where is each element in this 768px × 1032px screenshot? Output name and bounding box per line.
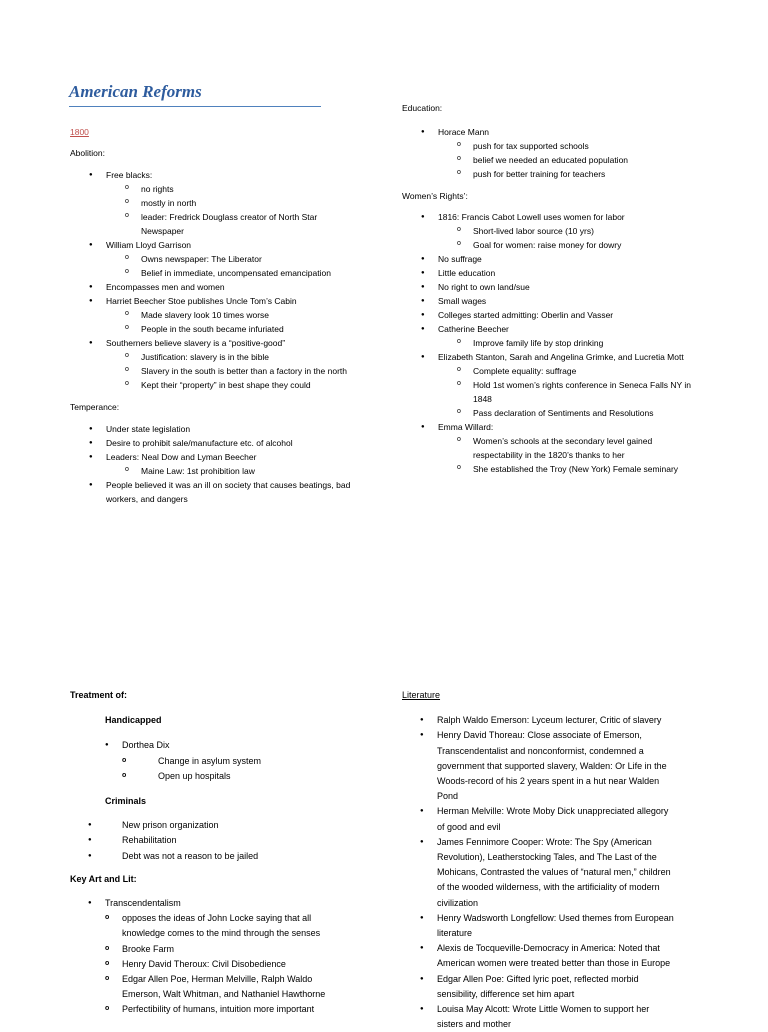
list-item: ● Harriet Beecher Stoe publishes Uncle Tom’s Cabin — [70, 294, 370, 308]
womens-rights-list — [402, 210, 732, 476]
list-item: ● 1816: Francis Cabot Lowell uses women for labor — [402, 210, 732, 224]
list-item: ● Under state legislation — [70, 422, 370, 436]
list-item: ● No suffrage — [402, 252, 732, 266]
list-item: ● Small wages — [402, 294, 732, 308]
education-heading: Education: — [402, 103, 443, 113]
education-list — [402, 125, 732, 181]
sub-list-item: o no rights — [70, 182, 370, 196]
sub-list-item: o Short-lived labor source (10 yrs) — [402, 224, 732, 238]
lower-right-column — [402, 688, 742, 1032]
sub-list-item: Newspaper — [141, 226, 184, 236]
criminal-item-3: Debt was not a reason to be jailed — [122, 850, 259, 861]
literature-item: ● Ralph Waldo Emerson: Lyceum lecturer, Critic of slavery — [402, 713, 742, 728]
list-item: ● Little education — [402, 266, 732, 280]
right-column — [402, 101, 732, 476]
dix-sub-1: Change in asylum system — [158, 755, 262, 766]
literature-item-cont: Woods-record of his 2 years spent in a hut near Walden — [437, 776, 660, 787]
sub-list-item: o Belief in immediate, uncompensated emancipation — [70, 266, 370, 280]
literature-item-cont: sensibility, difference set him apart — [437, 988, 575, 999]
temperance-list — [70, 422, 370, 506]
sub-list-item: knowledge comes to the mind through the senses — [122, 928, 321, 939]
literature-item: ● Edgar Allen Poe: Gifted lyric poet, reflected morbid — [402, 972, 742, 987]
literature-item-cont: of the wooded wilderness, with the artificiality of modern — [437, 882, 660, 893]
list-item: ● Elizabeth Stanton, Sarah and Angelina Grimke, and Lucretia Mott — [402, 350, 732, 364]
sub-list-item: o belief we needed an educated population — [402, 153, 732, 167]
literature-item-cont: Pond — [437, 791, 459, 802]
year-label: 1800 — [70, 127, 89, 137]
womens-rights-heading: Women’s Rights’: — [402, 191, 468, 201]
list-item: workers, and dangers — [106, 494, 188, 504]
list-item: ● Catherine Beecher — [402, 322, 732, 336]
list-item: ● Horace Mann — [402, 125, 732, 139]
abolition-heading: Abolition: — [70, 148, 105, 158]
left-column — [70, 125, 370, 506]
title-underline — [69, 106, 321, 107]
criminal-item-2: Rehabilitation — [122, 835, 177, 846]
sub-list-item: o Complete equality: suffrage — [402, 364, 732, 378]
treatment-heading: Treatment of: — [70, 690, 128, 700]
list-item: ● William Lloyd Garrison — [70, 238, 370, 252]
list-item — [70, 849, 370, 864]
lower-left-column — [70, 688, 370, 1018]
literature-item-cont: Revolution), Leatherstocking Tales, and The Last of the — [437, 852, 657, 863]
literature-heading: Literature — [402, 690, 441, 700]
list-item — [70, 833, 370, 848]
sub-list-item: o Slavery in the south is better than a factory in the north — [70, 364, 370, 378]
transcendentalism-label: Transcendentalism — [105, 898, 181, 909]
list-item: ● Encompasses men and women — [70, 280, 370, 294]
list-item — [70, 896, 370, 911]
sub-list-item: o Women’s schools at the secondary level gained — [402, 434, 732, 448]
literature-item: ● Herman Melville: Wrote Moby Dick unappreciated allegory — [402, 804, 742, 819]
sub-list-item: o She established the Troy (New York) Female seminary — [402, 462, 732, 476]
literature-item: ● Alexis de Tocqueville-Democracy in America: Noted that — [402, 941, 742, 956]
sub-list-item: o Kept their “property” in best shape they could — [70, 378, 370, 392]
list-item — [87, 754, 370, 769]
dix-sub-2: Open up hospitals — [158, 770, 231, 781]
list-item: ● Southerners believe slavery is a “positive-good” — [70, 336, 370, 350]
list-item: ● Desire to prohibit sale/manufacture etc. of alcohol — [70, 436, 370, 450]
sub-list-item: Emerson, Walt Whitman, and Nathaniel Hawthorne — [122, 989, 326, 1000]
sub-list-item: o Maine Law: 1st prohibition law — [70, 464, 370, 478]
literature-item-cont: government that supported slavery, Walden: Or Life in the — [437, 760, 667, 771]
sub-list-item: o Edgar Allen Poe, Herman Melville, Ralph Waldo — [70, 972, 370, 987]
literature-item: ● Henry David Thoreau: Close associate of Emerson, — [402, 728, 742, 743]
sub-list-item: o Goal for women: raise money for dowry — [402, 238, 732, 252]
sub-list-item: o Henry David Theroux: Civil Disobedience — [70, 957, 370, 972]
sub-list-item: respectability in the 1820’s thanks to her — [473, 450, 625, 460]
literature-item-cont: sisters and mother — [437, 1019, 512, 1030]
sub-list-item: o Owns newspaper: The Liberator — [70, 252, 370, 266]
sub-list-item: o opposes the ideas of John Locke saying that all — [70, 911, 370, 926]
sub-list-item: o Perfectibility of humans, intuition more important — [70, 1002, 370, 1017]
dix-label: Dorthea Dix — [122, 740, 170, 751]
list-item — [87, 738, 370, 753]
literature-item-cont: Transcendentalist and nonconformist, condemned a — [437, 745, 644, 756]
literature-item-cont: Mohicans, Contrasted the values of “natural men,” children — [437, 867, 671, 878]
literature-list — [402, 713, 742, 1032]
sub-list-item: o Pass declaration of Sentiments and Resolutions — [402, 406, 732, 420]
sub-list-item: o push for better training for teachers — [402, 167, 732, 181]
sub-list-item: o mostly in north — [70, 196, 370, 210]
list-item: ● Colleges started admitting: Oberlin and Vasser — [402, 308, 732, 322]
criminals-heading: Criminals — [105, 796, 147, 807]
sub-list-item: o push for tax supported schools — [402, 139, 732, 153]
handicapped-heading: Handicapped — [105, 715, 162, 726]
list-item — [87, 769, 370, 784]
sub-list-item: o Justification: slavery is in the bible — [70, 350, 370, 364]
criminal-item-1: New prison organization — [122, 820, 219, 831]
literature-item-cont: American women were treated better than those in Europe — [437, 958, 671, 969]
list-item — [70, 818, 370, 833]
transcendentalism-sublist — [70, 911, 370, 1017]
key-art-heading: Key Art and Lit: — [70, 873, 137, 884]
sub-list-item: o Hold 1st women’s rights conference in Seneca Falls NY in — [402, 378, 732, 392]
literature-item: ● Henry Wadsworth Longfellow: Used themes from European — [402, 911, 742, 926]
literature-item-cont: of good and evil — [437, 821, 501, 832]
sub-list-item: o leader: Fredrick Douglass creator of North Star — [70, 210, 370, 224]
literature-item-cont: literature — [437, 928, 473, 939]
list-item: ● Free blacks: — [70, 168, 370, 182]
literature-item: ● Louisa May Alcott: Wrote Little Women to support her — [402, 1002, 742, 1017]
sub-list-item: o Improve family life by stop drinking — [402, 336, 732, 350]
list-item: ● No right to own land/sue — [402, 280, 732, 294]
list-item: ● Leaders: Neal Dow and Lyman Beecher — [70, 450, 370, 464]
sub-list-item: o Brooke Farm — [70, 942, 370, 957]
abolition-list — [70, 168, 370, 392]
literature-item: ● James Fennimore Cooper: Wrote: The Spy (American — [402, 835, 742, 850]
sub-list-item: 1848 — [473, 394, 492, 404]
list-item: ● Emma Willard: — [402, 420, 732, 434]
sub-list-item: o Made slavery look 10 times worse — [70, 308, 370, 322]
list-item: ● People believed it was an ill on society that causes beatings, bad — [70, 478, 370, 492]
page-title: American Reforms — [69, 82, 202, 101]
temperance-heading: Temperance: — [70, 402, 120, 412]
sub-list-item: o People in the south became infuriated — [70, 322, 370, 336]
literature-item-cont: civilization — [437, 897, 479, 908]
